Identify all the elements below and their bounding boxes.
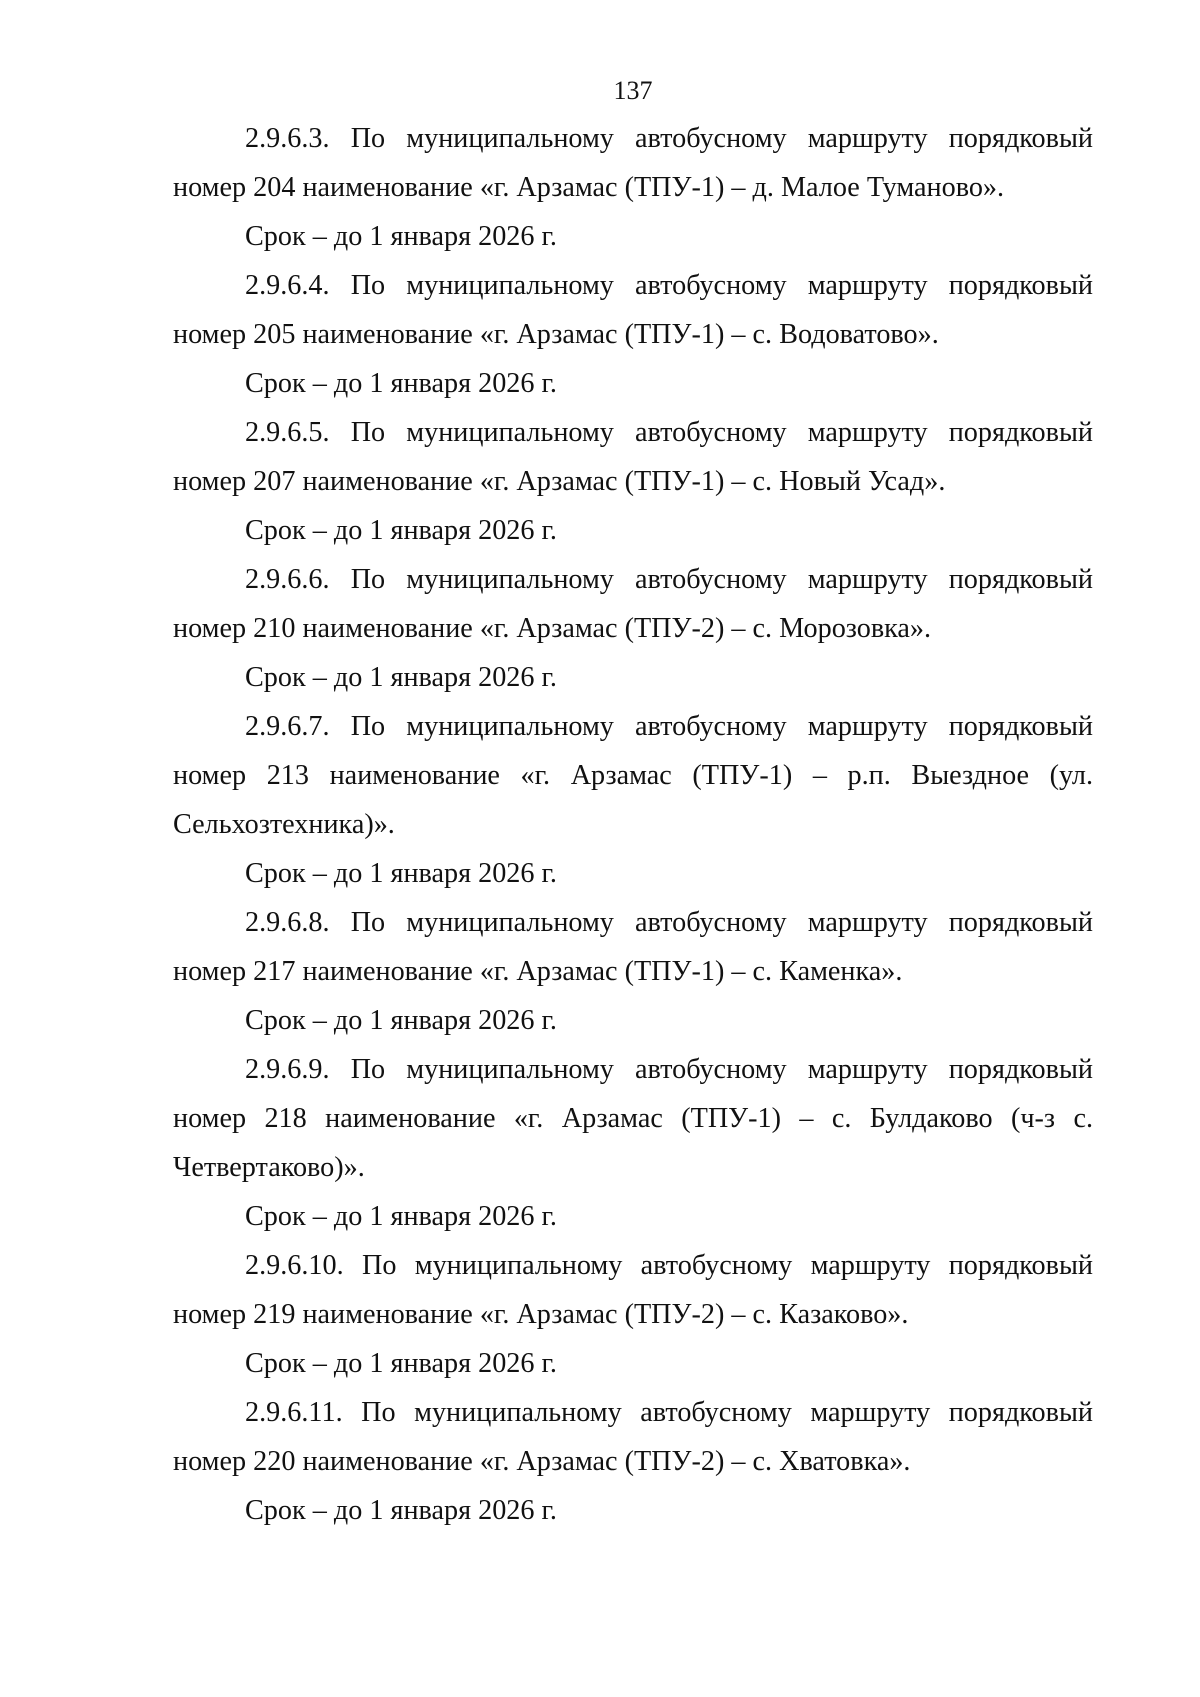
clause-2-9-6-8: 2.9.6.8. По муниципальному автобусному маршруту порядковый номер 217 наименование «г. Арзамас (ТПУ-1) – с. Каменка». — [173, 907, 1093, 987]
clause-2-9-6-10: 2.9.6.10. По муниципальному автобусному маршруту порядковый номер 219 наименование «г. Арзамас (ТПУ-2) – с. Казаково». — [173, 1250, 1093, 1330]
clause-2-9-6-4: 2.9.6.4. По муниципальному автобусному маршруту порядковый номер 205 наименование «г. Арзамас (ТПУ-1) – с. Водоватово». — [173, 270, 1093, 350]
deadline-2-9-6-6: Срок – до 1 января 2026 г. — [245, 662, 557, 693]
deadline-2-9-6-3: Срок – до 1 января 2026 г. — [245, 221, 557, 252]
page-number: 137 — [613, 76, 653, 105]
clause-2-9-6-5: 2.9.6.5. По муниципальному автобусному маршруту порядковый номер 207 наименование «г. Арзамас (ТПУ-1) – с. Новый Усад». — [173, 417, 1093, 497]
clause-2-9-6-3: 2.9.6.3. По муниципальному автобусному маршруту порядковый номер 204 наименование «г. Арзамас (ТПУ-1) – д. Малое Туманово». — [173, 123, 1093, 203]
deadline-2-9-6-5: Срок – до 1 января 2026 г. — [245, 515, 557, 546]
document-body — [173, 114, 1093, 1535]
deadline-2-9-6-11: Срок – до 1 января 2026 г. — [245, 1495, 557, 1526]
clause-2-9-6-9: 2.9.6.9. По муниципальному автобусному маршруту порядковый номер 218 наименование «г. Арзамас (ТПУ-1) – с. Булдаково (ч-з с. Четвертаково)». — [173, 1054, 1093, 1183]
clause-2-9-6-11: 2.9.6.11. По муниципальному автобусному маршруту порядковый номер 220 наименование «г. Арзамас (ТПУ-2) – с. Хватовка». — [173, 1397, 1093, 1477]
deadline-2-9-6-10: Срок – до 1 января 2026 г. — [245, 1348, 557, 1379]
clause-2-9-6-6: 2.9.6.6. По муниципальному автобусному маршруту порядковый номер 210 наименование «г. Арзамас (ТПУ-2) – с. Морозовка». — [173, 564, 1093, 644]
clause-2-9-6-7: 2.9.6.7. По муниципальному автобусному маршруту порядковый номер 213 наименование «г. Арзамас (ТПУ-1) – р.п. Выездное (ул. Сельхозтехника)». — [173, 711, 1093, 840]
deadline-2-9-6-9: Срок – до 1 января 2026 г. — [245, 1201, 557, 1232]
deadline-2-9-6-8: Срок – до 1 января 2026 г. — [245, 1005, 557, 1036]
deadline-2-9-6-4: Срок – до 1 января 2026 г. — [245, 368, 557, 399]
deadline-2-9-6-7: Срок – до 1 января 2026 г. — [245, 858, 557, 889]
